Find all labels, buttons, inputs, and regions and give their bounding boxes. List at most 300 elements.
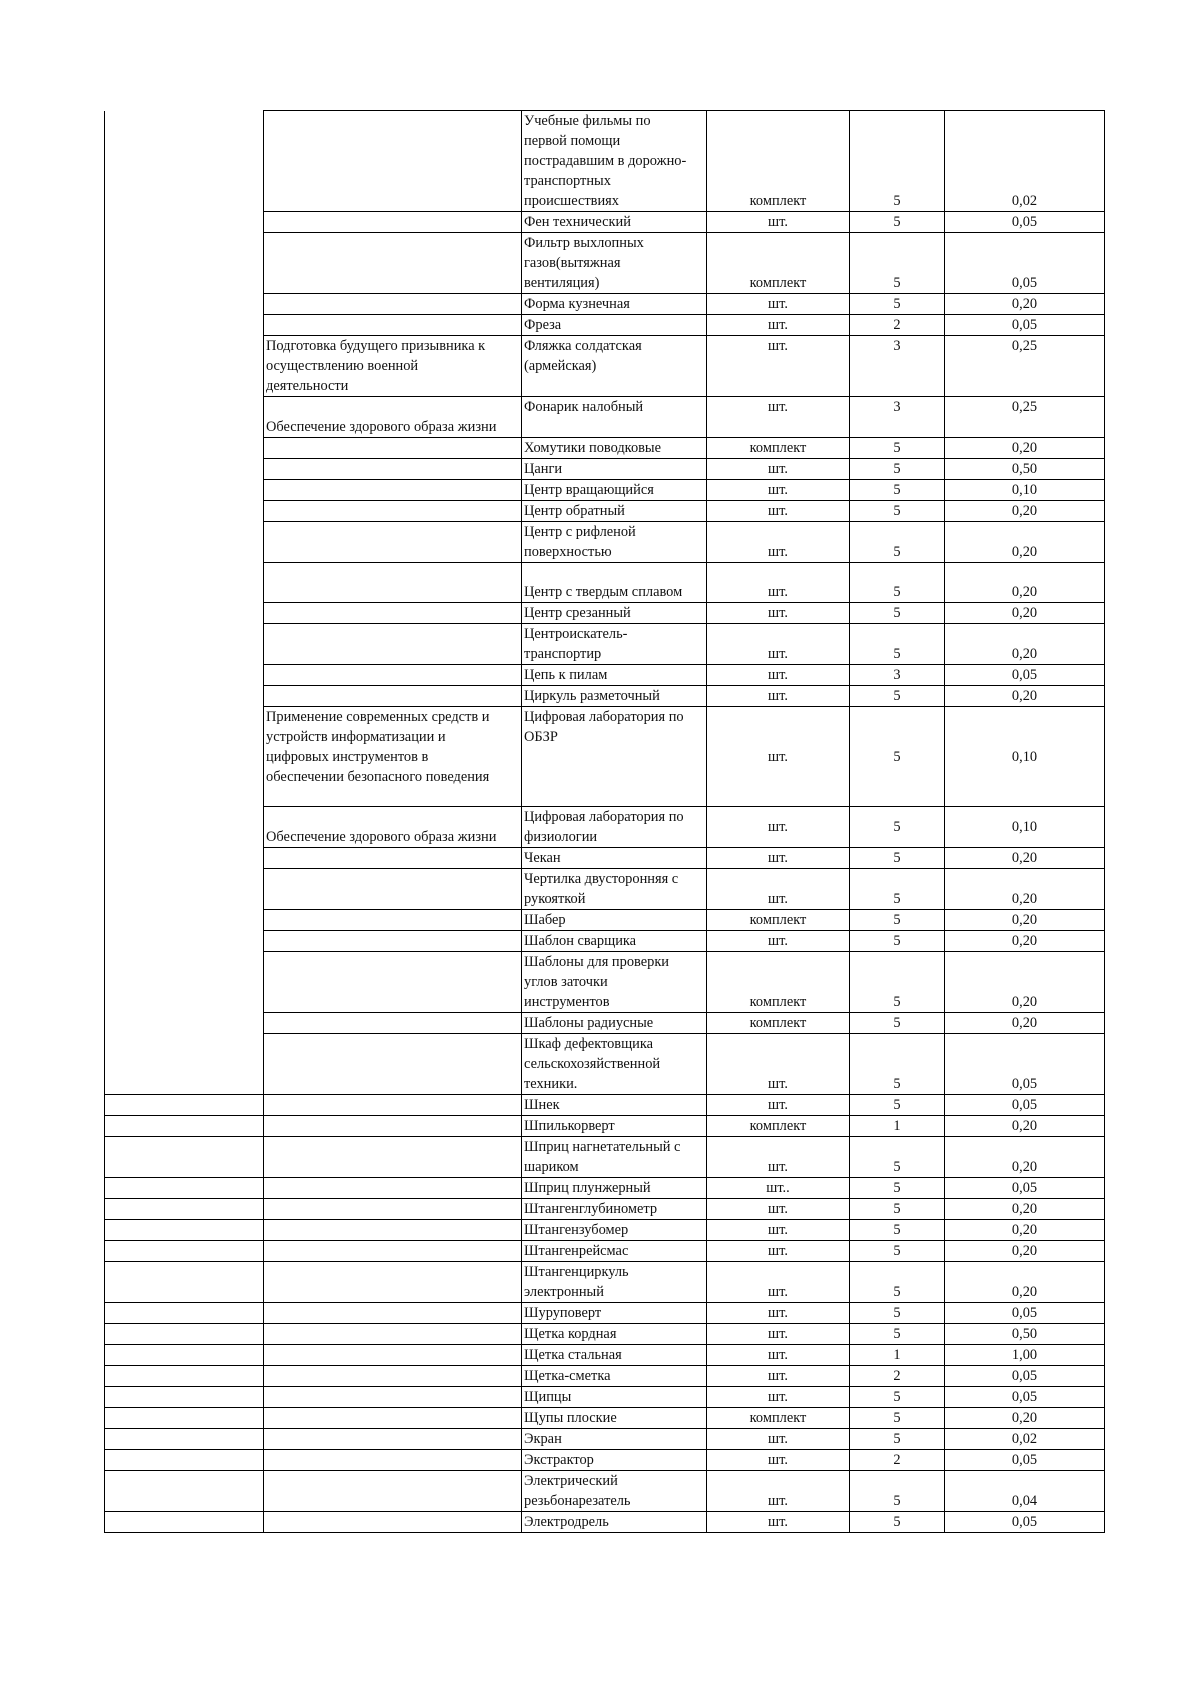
item-name-cell-text: Шаблон сварщика — [524, 933, 637, 949]
quantity-cell — [850, 1013, 945, 1034]
quantity-cell — [850, 1095, 945, 1116]
coefficient-cell — [945, 315, 1105, 336]
blank-cell — [105, 501, 264, 522]
quantity-cell — [850, 1387, 945, 1408]
table-row — [105, 807, 1105, 848]
item-name-cell-text: Фен технический — [524, 214, 631, 230]
item-name-cell — [522, 707, 707, 807]
quantity-cell-text: 5 — [893, 646, 901, 662]
table-row — [105, 459, 1105, 480]
item-name-cell — [522, 1366, 707, 1387]
coefficient-cell — [945, 233, 1105, 294]
item-name-cell — [522, 1137, 707, 1178]
coefficient-cell — [945, 1387, 1105, 1408]
blank-cell — [105, 397, 264, 438]
table-row — [105, 1137, 1105, 1178]
item-name-cell — [522, 1262, 707, 1303]
area-cell — [264, 686, 522, 707]
unit-cell — [707, 480, 850, 501]
table-row — [105, 1429, 1105, 1450]
item-name-cell — [522, 459, 707, 480]
coefficient-cell-text: 0,05 — [1011, 317, 1038, 333]
quantity-cell — [850, 1241, 945, 1262]
table-row — [105, 1387, 1105, 1408]
area-cell-text: Обеспечение здорового образа жизни — [266, 419, 497, 435]
table-row — [105, 1262, 1105, 1303]
coefficient-cell — [945, 910, 1105, 931]
area-cell — [264, 1366, 522, 1387]
area-cell — [264, 459, 522, 480]
item-name-cell-text: Фляжка солдатская (армейская) — [524, 338, 642, 374]
blank-cell — [105, 1471, 264, 1512]
unit-cell-text: шт. — [768, 646, 788, 662]
table-row — [105, 1303, 1105, 1324]
area-cell — [264, 952, 522, 1013]
area-cell — [264, 910, 522, 931]
area-cell — [264, 707, 522, 807]
area-cell-text: Применение современных средств и устройств информатизации и цифровых инструментов в обеспечении безопасного поведения — [266, 709, 490, 785]
coefficient-cell-text: 0,20 — [1011, 1159, 1038, 1175]
area-cell — [264, 1095, 522, 1116]
unit-cell — [707, 1262, 850, 1303]
coefficient-cell-text: 0,20 — [1011, 1284, 1038, 1300]
unit-cell-text: шт. — [768, 850, 788, 866]
blank-cell — [105, 1034, 264, 1095]
area-cell — [264, 1178, 522, 1199]
area-cell — [264, 1387, 522, 1408]
quantity-cell-text: 5 — [893, 461, 901, 477]
unit-cell — [707, 1408, 850, 1429]
item-name-cell-text: Электродрель — [524, 1514, 609, 1530]
quantity-cell — [850, 665, 945, 686]
coefficient-cell — [945, 336, 1105, 397]
unit-cell-text: шт. — [768, 667, 788, 683]
unit-cell — [707, 1366, 850, 1387]
item-name-cell — [522, 1303, 707, 1324]
table-row — [105, 522, 1105, 563]
quantity-cell — [850, 522, 945, 563]
item-name-cell — [522, 1408, 707, 1429]
unit-cell — [707, 910, 850, 931]
quantity-cell-text: 2 — [893, 1368, 901, 1384]
unit-cell — [707, 1137, 850, 1178]
blank-cell — [105, 952, 264, 1013]
area-cell — [264, 336, 522, 397]
coefficient-cell — [945, 1137, 1105, 1178]
table-row — [105, 563, 1105, 603]
coefficient-cell — [945, 438, 1105, 459]
quantity-cell — [850, 1512, 945, 1533]
table-row — [105, 1199, 1105, 1220]
table-row — [105, 233, 1105, 294]
area-cell — [264, 603, 522, 624]
blank-cell — [105, 111, 264, 212]
item-name-cell — [522, 624, 707, 665]
coefficient-cell — [945, 1366, 1105, 1387]
quantity-cell — [850, 624, 945, 665]
coefficient-cell-text: 0,20 — [1011, 605, 1038, 621]
area-cell — [264, 522, 522, 563]
table-row — [105, 1178, 1105, 1199]
item-name-cell — [522, 336, 707, 397]
coefficient-cell — [945, 1345, 1105, 1366]
table-row — [105, 438, 1105, 459]
quantity-cell-text: 2 — [893, 317, 901, 333]
blank-cell — [105, 707, 264, 807]
item-name-cell — [522, 1429, 707, 1450]
unit-cell — [707, 1345, 850, 1366]
blank-cell — [105, 459, 264, 480]
table-row — [105, 665, 1105, 686]
coefficient-cell-text: 0,05 — [1011, 1514, 1038, 1530]
item-name-cell — [522, 603, 707, 624]
unit-cell-text: шт. — [768, 584, 788, 600]
quantity-cell — [850, 807, 945, 848]
item-name-cell — [522, 848, 707, 869]
unit-cell — [707, 603, 850, 624]
area-cell — [264, 233, 522, 294]
item-name-cell-text: Чертилка двусторонняя с рукояткой — [524, 871, 679, 907]
item-name-cell-text: Шприц плунжерный — [524, 1180, 651, 1196]
quantity-cell-text: 3 — [893, 399, 901, 415]
item-name-cell-text: Шпилькорверт — [524, 1118, 615, 1134]
item-name-cell-text: Шаблоны для проверки углов заточки инструментов — [524, 954, 670, 1010]
area-cell — [264, 1034, 522, 1095]
quantity-cell-text: 3 — [893, 338, 901, 354]
coefficient-cell-text: 0,50 — [1011, 461, 1038, 477]
item-name-cell-text: Центр с рифленой поверхностью — [524, 524, 636, 560]
quantity-cell-text: 5 — [893, 605, 901, 621]
coefficient-cell-text: 0,20 — [1011, 646, 1038, 662]
table-row — [105, 1013, 1105, 1034]
unit-cell — [707, 1116, 850, 1137]
unit-cell — [707, 397, 850, 438]
coefficient-cell-text: 0,05 — [1011, 667, 1038, 683]
coefficient-cell — [945, 848, 1105, 869]
area-cell — [264, 1241, 522, 1262]
coefficient-cell-text: 0,05 — [1011, 1305, 1038, 1321]
quantity-cell — [850, 315, 945, 336]
unit-cell-text: шт. — [768, 1076, 788, 1092]
blank-cell — [105, 848, 264, 869]
quantity-cell-text: 5 — [893, 891, 901, 907]
blank-cell — [105, 1013, 264, 1034]
item-name-cell — [522, 294, 707, 315]
item-name-cell-text: Штангенрейсмас — [524, 1243, 629, 1259]
coefficient-cell-text: 0,10 — [1011, 482, 1038, 498]
blank-cell — [105, 480, 264, 501]
item-name-cell-text: Центр вращающийся — [524, 482, 654, 498]
quantity-cell — [850, 1450, 945, 1471]
quantity-cell — [850, 294, 945, 315]
blank-cell — [105, 438, 264, 459]
coefficient-cell-text: 0,20 — [1011, 440, 1038, 456]
coefficient-cell-text: 0,05 — [1011, 1076, 1038, 1092]
coefficient-cell — [945, 480, 1105, 501]
item-name-cell — [522, 480, 707, 501]
item-name-cell — [522, 111, 707, 212]
area-cell — [264, 1429, 522, 1450]
item-name-cell-text: Чекан — [524, 850, 561, 866]
coefficient-cell-text: 0,20 — [1011, 1222, 1038, 1238]
coefficient-cell-text: 0,25 — [1011, 399, 1038, 415]
quantity-cell — [850, 1137, 945, 1178]
item-name-cell-text: Щетка-сметка — [524, 1368, 611, 1384]
coefficient-cell — [945, 1199, 1105, 1220]
coefficient-cell-text: 0,20 — [1011, 850, 1038, 866]
unit-cell — [707, 563, 850, 603]
item-name-cell — [522, 233, 707, 294]
unit-cell — [707, 624, 850, 665]
unit-cell-text: шт. — [768, 1493, 788, 1509]
item-name-cell-text: Фреза — [524, 317, 562, 333]
item-name-cell — [522, 1241, 707, 1262]
area-cell — [264, 624, 522, 665]
item-name-cell — [522, 1324, 707, 1345]
quantity-cell-text: 5 — [893, 1015, 901, 1031]
unit-cell — [707, 1034, 850, 1095]
quantity-cell-text: 5 — [893, 193, 901, 209]
item-name-cell — [522, 686, 707, 707]
item-name-cell-text: Штангензубомер — [524, 1222, 629, 1238]
unit-cell — [707, 665, 850, 686]
quantity-cell-text: 5 — [893, 214, 901, 230]
table-row — [105, 480, 1105, 501]
quantity-cell-text: 5 — [893, 1222, 901, 1238]
coefficient-cell — [945, 1512, 1105, 1533]
unit-cell — [707, 1512, 850, 1533]
blank-cell — [105, 1512, 264, 1533]
blank-cell — [105, 315, 264, 336]
coefficient-cell-text: 0,50 — [1011, 1326, 1038, 1342]
table-row — [105, 336, 1105, 397]
quantity-cell-text: 5 — [893, 440, 901, 456]
blank-cell — [105, 1408, 264, 1429]
unit-cell-text: комплект — [749, 1410, 807, 1426]
unit-cell — [707, 807, 850, 848]
item-name-cell — [522, 910, 707, 931]
item-name-cell-text: Учебные фильмы по первой помощи пострадавшим в дорожно- транспортных происшествиях — [524, 113, 687, 209]
quantity-cell — [850, 848, 945, 869]
item-name-cell-text: Фонарик налобный — [524, 399, 644, 415]
unit-cell — [707, 233, 850, 294]
table-row — [105, 1220, 1105, 1241]
coefficient-cell-text: 0,05 — [1011, 1097, 1038, 1113]
unit-cell — [707, 336, 850, 397]
item-name-cell-text: Штангенглубинометр — [524, 1201, 658, 1217]
unit-cell-text: шт. — [768, 1159, 788, 1175]
quantity-cell — [850, 1034, 945, 1095]
unit-cell-text: шт. — [768, 482, 788, 498]
coefficient-cell-text: 0,20 — [1011, 688, 1038, 704]
coefficient-cell — [945, 624, 1105, 665]
coefficient-cell-text: 0,02 — [1011, 193, 1038, 209]
quantity-cell — [850, 1408, 945, 1429]
quantity-cell-text: 5 — [893, 1097, 901, 1113]
unit-cell — [707, 1324, 850, 1345]
blank-cell — [105, 1220, 264, 1241]
table-row — [105, 1345, 1105, 1366]
item-name-cell — [522, 869, 707, 910]
quantity-cell — [850, 686, 945, 707]
area-cell — [264, 1450, 522, 1471]
quantity-cell-text: 5 — [893, 688, 901, 704]
unit-cell-text: шт. — [768, 461, 788, 477]
quantity-cell-text: 5 — [893, 1201, 901, 1217]
coefficient-cell-text: 0,20 — [1011, 503, 1038, 519]
item-name-cell-text: Шуруповерт — [524, 1305, 602, 1321]
unit-cell-text: шт.. — [766, 1180, 790, 1196]
table-row — [105, 910, 1105, 931]
unit-cell-text: шт. — [768, 891, 788, 907]
coefficient-cell — [945, 1471, 1105, 1512]
item-name-cell-text: Центр срезанный — [524, 605, 631, 621]
quantity-cell-text: 1 — [893, 1118, 901, 1134]
coefficient-cell — [945, 707, 1105, 807]
table-row — [105, 1116, 1105, 1137]
item-name-cell — [522, 931, 707, 952]
coefficient-cell — [945, 1013, 1105, 1034]
quantity-cell — [850, 1324, 945, 1345]
unit-cell — [707, 1303, 850, 1324]
table-row — [105, 1366, 1105, 1387]
coefficient-cell-text: 0,20 — [1011, 1410, 1038, 1426]
quantity-cell — [850, 1429, 945, 1450]
item-name-cell-text: Щупы плоские — [524, 1410, 617, 1426]
item-name-cell-text: Экран — [524, 1431, 562, 1447]
unit-cell-text: шт. — [768, 338, 788, 354]
coefficient-cell — [945, 212, 1105, 233]
quantity-cell-text: 5 — [893, 1410, 901, 1426]
quantity-cell-text: 5 — [893, 850, 901, 866]
coefficient-cell — [945, 1262, 1105, 1303]
quantity-cell-text: 5 — [893, 1180, 901, 1196]
item-name-cell-text: Цифровая лаборатория по ОБЗР — [524, 709, 684, 745]
table-row — [105, 501, 1105, 522]
quantity-cell — [850, 952, 945, 1013]
coefficient-cell-text: 0,10 — [1011, 819, 1038, 835]
unit-cell-text: шт. — [768, 1222, 788, 1238]
coefficient-cell-text: 0,20 — [1011, 584, 1038, 600]
coefficient-cell — [945, 603, 1105, 624]
unit-cell-text: шт. — [768, 1368, 788, 1384]
coefficient-cell — [945, 869, 1105, 910]
unit-cell — [707, 1178, 850, 1199]
unit-cell — [707, 1387, 850, 1408]
quantity-cell — [850, 1220, 945, 1241]
coefficient-cell — [945, 397, 1105, 438]
unit-cell — [707, 952, 850, 1013]
unit-cell-text: шт. — [768, 1201, 788, 1217]
unit-cell — [707, 1471, 850, 1512]
table-row — [105, 294, 1105, 315]
blank-cell — [105, 686, 264, 707]
item-name-cell-text: Фильтр выхлопных газов(вытяжная вентиляция) — [524, 235, 644, 291]
quantity-cell-text: 5 — [893, 544, 901, 560]
item-name-cell-text: Цепь к пилам — [524, 667, 608, 683]
table-row — [105, 1095, 1105, 1116]
coefficient-cell — [945, 111, 1105, 212]
blank-cell — [105, 1366, 264, 1387]
area-cell — [264, 1116, 522, 1137]
equipment-table-body — [105, 111, 1105, 1533]
coefficient-cell-text: 0,20 — [1011, 1201, 1038, 1217]
unit-cell-text: шт. — [768, 1347, 788, 1363]
area-cell — [264, 480, 522, 501]
item-name-cell — [522, 1034, 707, 1095]
blank-cell — [105, 931, 264, 952]
item-name-cell — [522, 1450, 707, 1471]
blank-cell — [105, 624, 264, 665]
unit-cell-text: шт. — [768, 544, 788, 560]
area-cell — [264, 665, 522, 686]
table-row — [105, 212, 1105, 233]
quantity-cell-text: 5 — [893, 819, 901, 835]
unit-cell — [707, 522, 850, 563]
blank-cell — [105, 1345, 264, 1366]
table-row — [105, 397, 1105, 438]
coefficient-cell — [945, 1220, 1105, 1241]
area-cell — [264, 397, 522, 438]
quantity-cell — [850, 1178, 945, 1199]
item-name-cell-text: Центроискатель- транспортир — [524, 626, 628, 662]
unit-cell — [707, 869, 850, 910]
item-name-cell — [522, 501, 707, 522]
item-name-cell — [522, 438, 707, 459]
quantity-cell — [850, 501, 945, 522]
coefficient-cell-text: 0,25 — [1011, 338, 1038, 354]
unit-cell — [707, 501, 850, 522]
unit-cell-text: шт. — [768, 1389, 788, 1405]
coefficient-cell-text: 0,20 — [1011, 1015, 1038, 1031]
quantity-cell — [850, 480, 945, 501]
coefficient-cell-text: 0,20 — [1011, 933, 1038, 949]
coefficient-cell — [945, 1116, 1105, 1137]
coefficient-cell — [945, 1303, 1105, 1324]
item-name-cell — [522, 1387, 707, 1408]
item-name-cell — [522, 212, 707, 233]
area-cell-text: Подготовка будущего призывника к осуществлению военной деятельности — [266, 338, 486, 394]
coefficient-cell-text: 0,20 — [1011, 296, 1038, 312]
coefficient-cell-text: 0,20 — [1011, 1118, 1038, 1134]
blank-cell — [105, 1429, 264, 1450]
blank-cell — [105, 212, 264, 233]
coefficient-cell — [945, 931, 1105, 952]
unit-cell-text: шт. — [768, 1243, 788, 1259]
item-name-cell-text: Шкаф дефектовщика сельскохозяйственной техники. — [524, 1036, 661, 1092]
quantity-cell — [850, 438, 945, 459]
blank-cell — [105, 1262, 264, 1303]
area-cell — [264, 848, 522, 869]
coefficient-cell-text: 0,05 — [1011, 1180, 1038, 1196]
item-name-cell — [522, 1178, 707, 1199]
coefficient-cell — [945, 686, 1105, 707]
unit-cell-text: шт. — [768, 317, 788, 333]
quantity-cell-text: 5 — [893, 1243, 901, 1259]
unit-cell-text: комплект — [749, 912, 807, 928]
equipment-table — [104, 110, 1105, 1533]
coefficient-cell-text: 0,05 — [1011, 1368, 1038, 1384]
quantity-cell-text: 5 — [893, 748, 901, 765]
item-name-cell-text: Центр с твердым сплавом — [524, 584, 683, 600]
unit-cell-text: комплект — [749, 193, 807, 209]
area-cell — [264, 212, 522, 233]
quantity-cell — [850, 459, 945, 480]
item-name-cell-text: Хомутики поводковые — [524, 440, 661, 456]
unit-cell — [707, 315, 850, 336]
unit-cell — [707, 212, 850, 233]
unit-cell — [707, 1199, 850, 1220]
